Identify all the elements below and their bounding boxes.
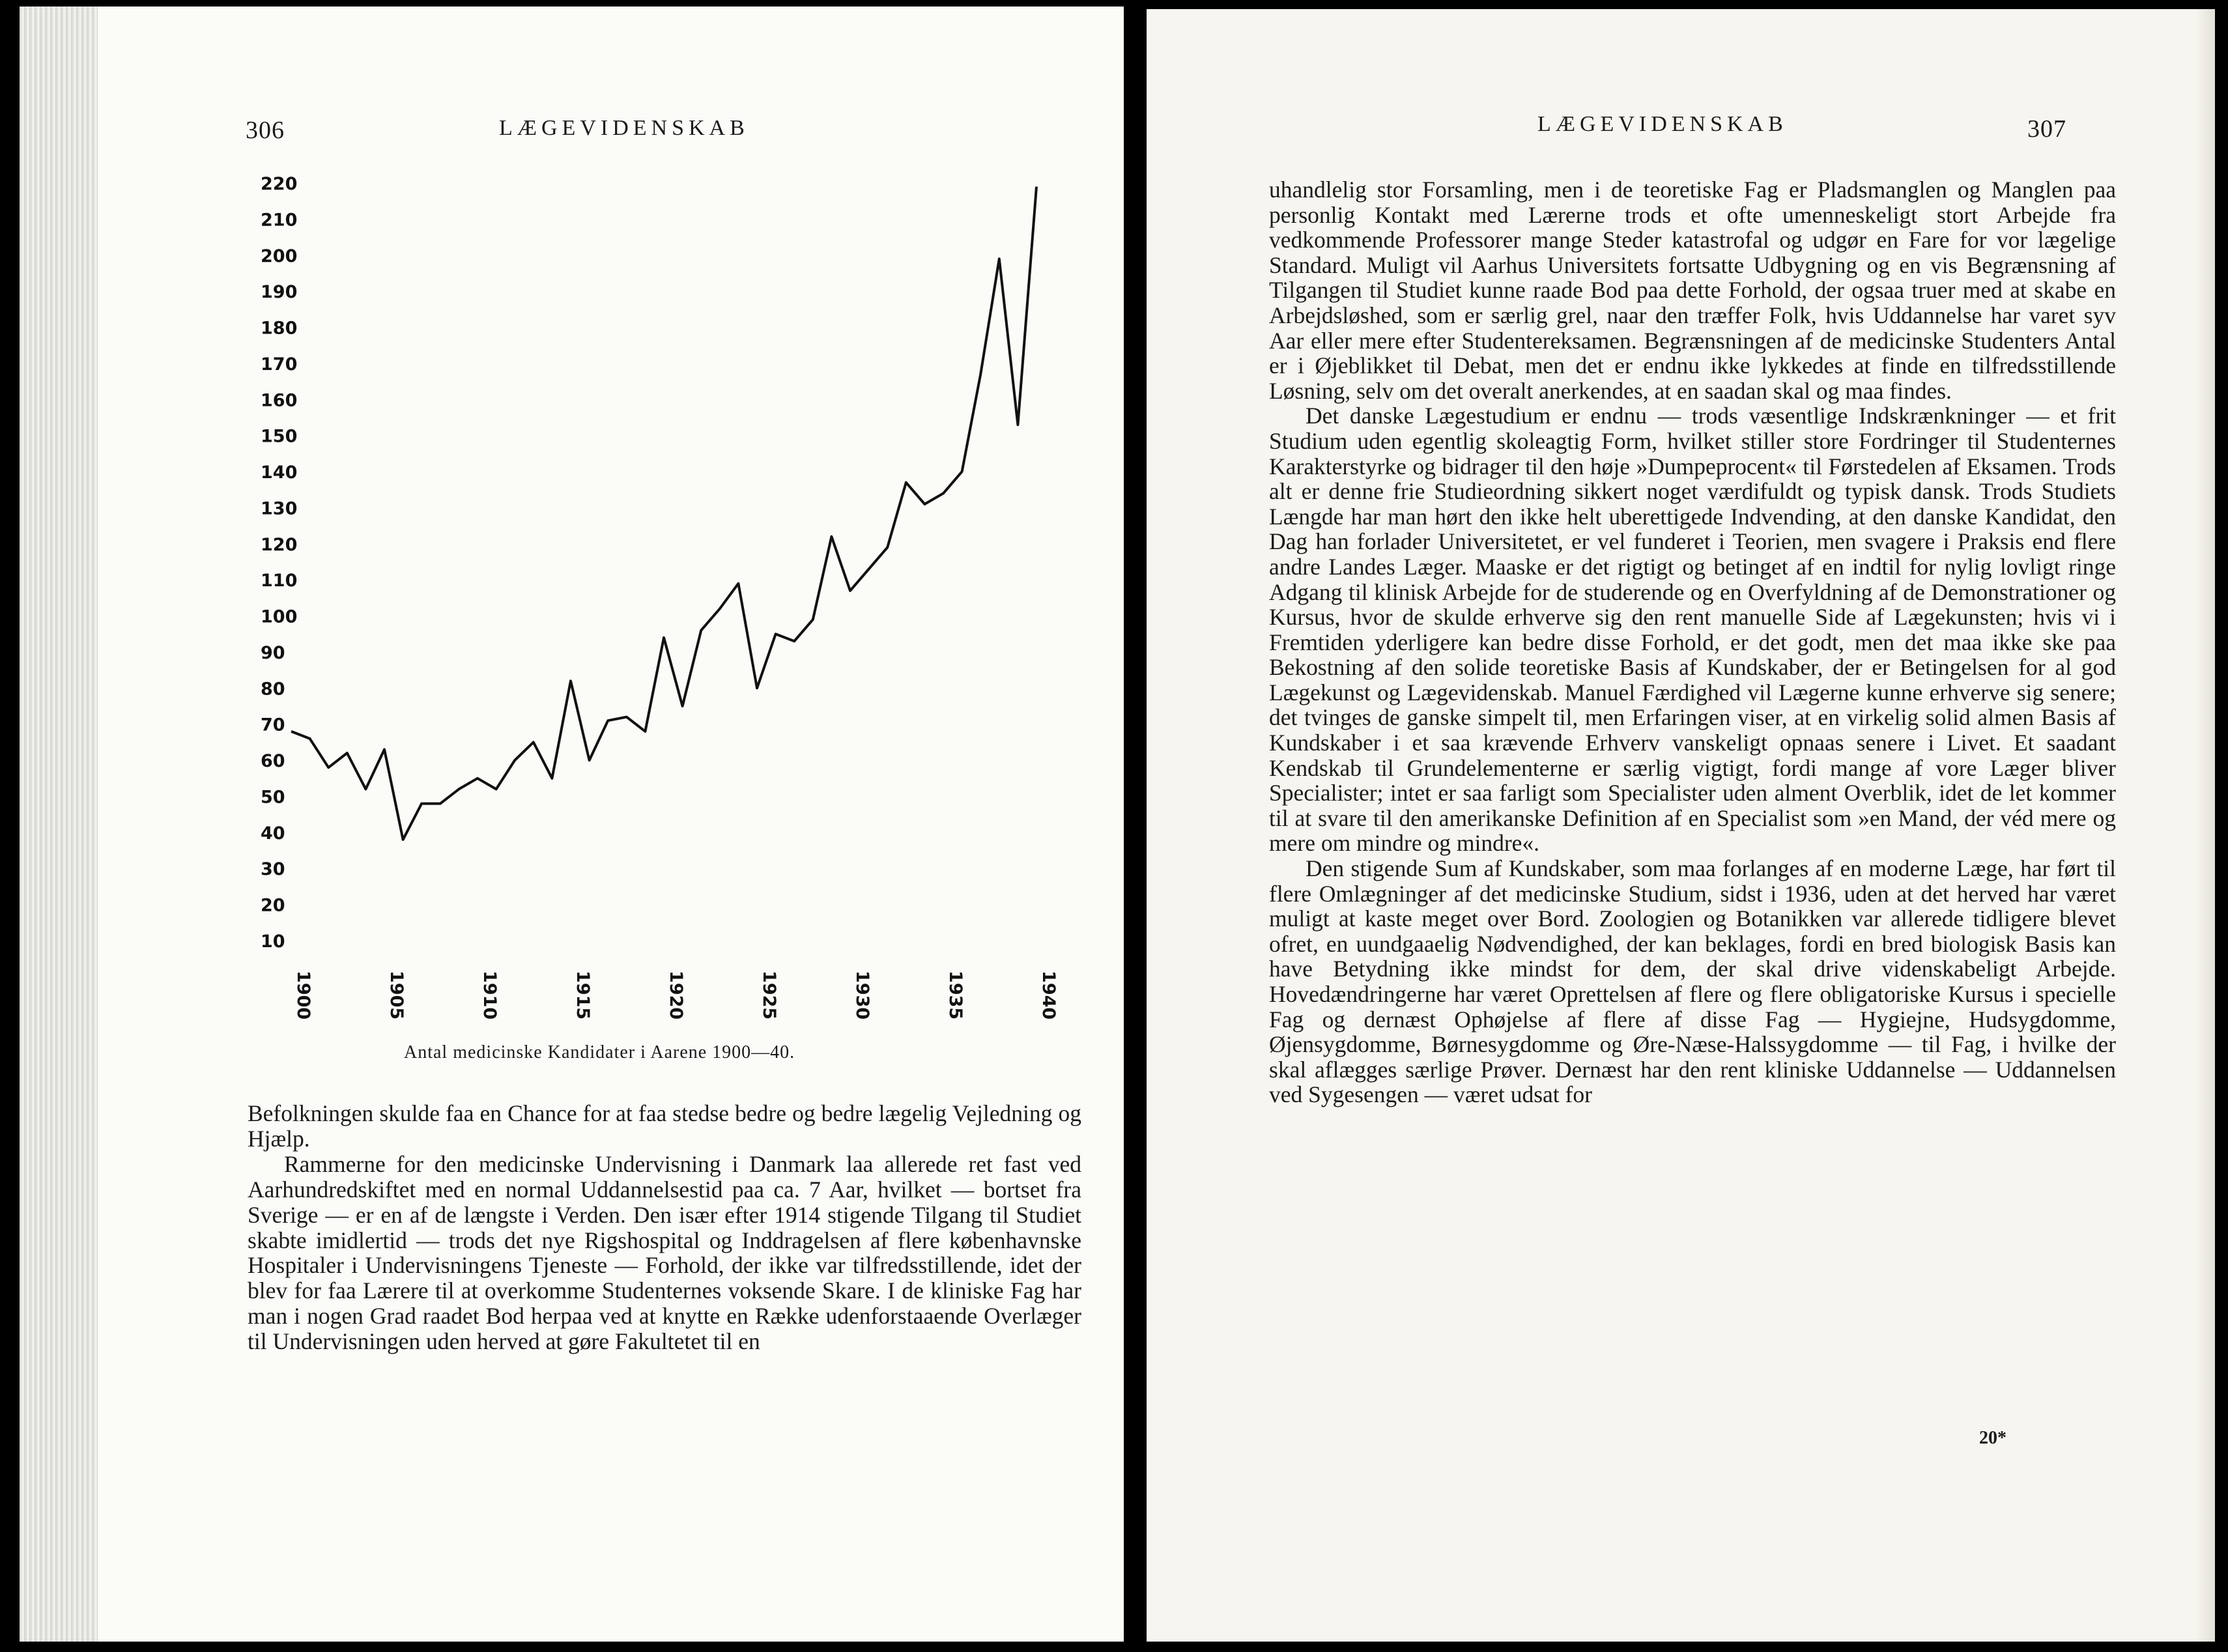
y-tick-label: 20 xyxy=(261,895,285,916)
paragraph: uhandlelig stor Forsamling, men i de teoretiske Fag er Pladsmanglen og Manglen paa personlig Kontakt med Lærerne trods et ofte umenneskeligt stort Arbejde fra vedkommende Professorer mange Steder katastrofal og udgør en Fare for vor lægelige Standard. Muligt vil Aarhus Universitets fortsatte Udbygning og en vis Begrænsning af Tilgangen til Studiet kunne raade Bod paa dette Forhold, der ogsaa truer med at skabe en Arbejdsløshed, som er særlig grel, naar den træffer Folk, hvis Uddannelse har varet syv Aar eller mere efter Studentereksamen. Begrænsningen af de medicinske Studenters Antal er i Øjeblikket til Debat, men det er endnu ikke lykkedes at finde en tilfredsstillende Løsning, selv om det overalt anerkendes, at en saadan skal og maa findes. xyxy=(1269,177,2116,404)
y-tick-label: 80 xyxy=(261,679,285,700)
x-tick-label: 1905 xyxy=(386,971,407,1020)
y-tick-label: 160 xyxy=(261,390,298,411)
y-axis-ticks xyxy=(261,174,297,952)
y-tick-label: 70 xyxy=(261,715,285,735)
page-number: 306 xyxy=(246,117,285,144)
paragraph: Befolkningen skulde faa en Chance for at faa stedse bedre og bedre lægelig Vejledning og Hjælp. xyxy=(248,1100,1081,1152)
page-number: 307 xyxy=(2027,115,2066,143)
x-tick-label: 1925 xyxy=(759,971,779,1020)
y-tick-label: 120 xyxy=(261,534,298,555)
y-tick-label: 60 xyxy=(261,751,285,772)
signature-mark: 20* xyxy=(1979,1428,2007,1448)
x-tick-label: 1920 xyxy=(666,971,686,1020)
y-tick-label: 100 xyxy=(261,606,298,627)
running-head: LÆGEVIDENSKAB xyxy=(1537,112,1788,136)
y-tick-label: 200 xyxy=(261,246,298,266)
left-body-text xyxy=(248,1101,1081,1354)
y-tick-label: 50 xyxy=(261,787,285,808)
x-tick-label: 1935 xyxy=(945,971,965,1020)
y-tick-label: 150 xyxy=(261,426,298,447)
x-tick-label: 1910 xyxy=(479,971,500,1020)
data-line xyxy=(291,187,1036,840)
y-tick-label: 90 xyxy=(261,642,285,663)
paragraph: Det danske Lægestudium er endnu — trods væsentlige Indskrænkninger — et frit Studium uden egentlig skoleagtig Form, hvilket stiller store Fordringer til Studenternes Karakterstyrke og bidrager til den høje »Dumpeprocent« til Førstedelen af Eksamen. Trods alt er denne frie Studieordning sikkert noget værdifuldt og typisk dansk. Trods Studiets Længde har man hørt den ikke helt uberettigede Indvending, at den danske Kandidat, den Dag han forlader Universitetet, er vel funderet i Teorien, men svagere i Praksis end flere andre Landes Læger. Maaske er det rigtigt og betinget af en indtil for nylig lovligt ringe Adgang til klinisk Arbejde for de studerende og en Overfyldning af de Demonstrationer og Kursus, hvor de skulde erhverve sig den rent manuelle Side af Lægekunsten; hvis vi i Fremtiden yderligere kan bedre disse Forhold, er det godt, men det maa ikke ske paa Bekostning af den solide teoretiske Basis af Kundskaber, der er Betingelsen for al god Lægekunst og Lægevidenskab. Manuel Færdighed vil Lægerne kunne erhverve sig senere; det tvinges de ganske simpelt til, men Erfaringen viser, at en virkelig solid almen Basis af Kundskaber i et saa krævende Erhverv vanskeligt opnaas senere i Livet. Et saadant Kendskab til Grundelementerne er særlig vigtigt, fordi mange af vore Læger bliver Specialister; intet er saa farligt som Specialister uden alment Overblik, idet de let kommer til at svare til den amerikanske Definition af en Specialist som »en Mand, der véd mere og mere om mindre og mindre«. xyxy=(1269,403,2116,857)
x-tick-label: 1900 xyxy=(293,971,313,1020)
y-tick-label: 220 xyxy=(261,174,298,194)
y-tick-label: 10 xyxy=(261,932,285,952)
page-gutter-shadow xyxy=(2195,9,2215,1642)
x-axis-ticks xyxy=(293,971,1059,1019)
y-tick-label: 110 xyxy=(261,571,298,591)
left-page xyxy=(20,7,1124,1642)
y-tick-label: 170 xyxy=(261,354,298,375)
y-tick-label: 40 xyxy=(261,823,285,844)
x-tick-label: 1915 xyxy=(573,971,593,1020)
right-page xyxy=(1147,9,2215,1642)
paragraph: Den stigende Sum af Kundskaber, som maa forlanges af en moderne Læge, har ført til flere Omlægninger af det medicinske Studium, sidst i 1936, uden at det herved har været muligt at kaste meget over Bord. Zoologien og Botanikken var allerede tidligere blevet ofret, en uundgaaelig Nødvendighed, der kan beklages, fordi en bred biologisk Basis kan have Betydning ikke mindst for dem, der skal drive videnskabeligt Arbejde. Hovedændringerne har været Oprettelsen af flere og flere obligatoriske Kursus i specielle Fag og dernæst Ophøjelse af flere af disse Fag — Hygiejne, Hudsygdomme, Øjensygdomme, Børnesygdomme og Øre-Næse-Halssygdomme — til Fag, i hvilke der skal aflægges særlige Prøver. Dernæst har den rent kliniske Uddannelse — Uddannelsen ved Sygesengen — været udsat for xyxy=(1269,855,2116,1108)
right-body-text xyxy=(1269,177,2116,1107)
x-tick-label: 1930 xyxy=(852,971,872,1020)
y-tick-label: 180 xyxy=(261,318,298,339)
line-chart xyxy=(20,7,1124,1075)
y-tick-label: 190 xyxy=(261,282,298,303)
running-head: LÆGEVIDENSKAB xyxy=(499,116,749,140)
x-tick-label: 1940 xyxy=(1038,971,1059,1020)
y-tick-label: 210 xyxy=(261,210,298,231)
paragraph: Rammerne for den medicinske Undervisning i Danmark laa allerede ret fast ved Aarhundredskiftet med en normal Uddannelsestid paa ca. 7 Aar, hvilket — bortset fra Sverige — er en af de længste i Verden. Den især efter 1914 stigende Tilgang til Studiet skabte imidlertid — trods det nye Rigshospital og Inddragelsen af flere københavnske Hospitaler i Undervisningens Tjeneste — Forhold, der ikke var tilfredsstillende, idet der blev for faa Lærere til at overkomme Studenternes voksende Skare. I de kliniske Fag har man i nogen Grad raadet Bod herpaa ved at knytte en Række udenforstaaende Overlæger til Undervisningen uden herved at gøre Fakultetet til en xyxy=(248,1150,1081,1355)
chart-caption: Antal medicinske Kandidater i Aarene 1900—40. xyxy=(404,1042,795,1062)
y-tick-label: 30 xyxy=(261,859,285,880)
y-tick-label: 140 xyxy=(261,463,298,483)
y-tick-label: 130 xyxy=(261,498,298,519)
